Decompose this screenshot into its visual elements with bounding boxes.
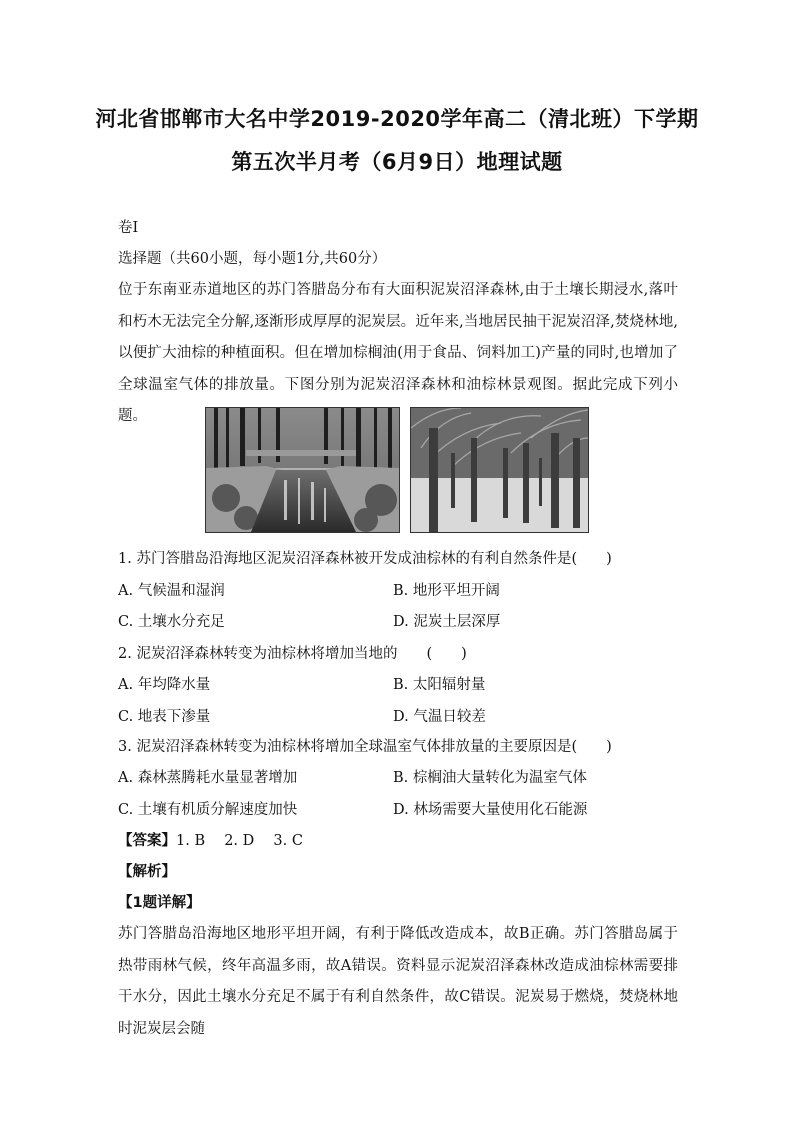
question-1-option-b: B. 地形平坦开阔 (393, 583, 500, 599)
document-title-line-2: 第五次半月考（6月9日）地理试题 (231, 150, 563, 174)
question-1-option-c: C. 土壤水分充足 (118, 614, 225, 630)
question-1-stem: 1. 苏门答腊岛沿海地区泥炭沼泽森林被开发成油棕林的有利自然条件是( ) (118, 551, 612, 567)
question-3-option-a: A. 森林蒸腾耗水量显著增加 (118, 770, 298, 786)
detail-label: 【1题详解】 (118, 895, 201, 911)
answer-label: 【答案】 (118, 833, 176, 849)
passage: 位于东南亚赤道地区的苏门答腊岛分布有大面积泥炭沼泽森林,由于土壤长期浸水,落叶和朽木无法完全分解,逐渐形成厚厚的泥炭层。近年来,当地居民抽干泥炭沼泽,焚烧林地,以便扩大油棕的种植面积。但在增加棕榈油(用于食品、饲料加工)产量的同时,也增加了全球温室气体的排放量。下图分别为泥炭沼泽森林和油棕林景观图。据此完成下列小题。 (118, 282, 678, 424)
section-label: 卷I (118, 220, 139, 236)
question-2-option-c: C. 地表下渗量 (118, 709, 211, 725)
question-3-option-c: C. 土壤有机质分解速度加快 (118, 802, 298, 818)
question-1-option-a: A. 气候温和湿润 (118, 583, 225, 599)
question-3-stem: 3. 泥炭沼泽森林转变为油棕林将增加全球温室气体排放量的主要原因是( ) (118, 739, 612, 755)
detail-text: 苏门答腊岛沿海地区地形平坦开阔，有利于降低改造成本，故B正确。苏门答腊岛属于热带雨林气候，终年高温多雨，故A错误。资料显示泥炭沼泽森林改造成油棕林需要排干水分，因此土壤水分充足不属于有利自然条件，故C错误。泥炭易于燃烧，焚烧林地时泥炭层会随 (118, 926, 678, 1037)
question-2-option-d: D. 气温日较差 (393, 709, 486, 725)
document-title-line-1: 河北省邯郸市大名中学2019-2020学年高二（清北班）下学期 (95, 107, 699, 131)
answer-text: 1. B 2. D 3. C (176, 833, 303, 849)
question-2-stem: 2. 泥炭沼泽森林转变为油棕林将增加当地的 ( ) (118, 646, 467, 662)
peat-swamp-forest-photo (205, 407, 400, 533)
answer-line (118, 831, 678, 851)
question-3-option-d: D. 林场需要大量使用化石能源 (393, 802, 588, 818)
question-2-option-a: A. 年均降水量 (118, 677, 211, 693)
question-1-option-d: D. 泥炭土层深厚 (393, 614, 501, 630)
question-2-option-b: B. 太阳辐射量 (393, 677, 486, 693)
analysis-label: 【解析】 (118, 864, 176, 880)
oil-palm-plantation-photo (410, 407, 589, 533)
instructions: 选择题（共60小题，每小题1分,共60分） (118, 251, 387, 267)
question-3-option-b: B. 棕榈油大量转化为温室气体 (393, 770, 587, 786)
